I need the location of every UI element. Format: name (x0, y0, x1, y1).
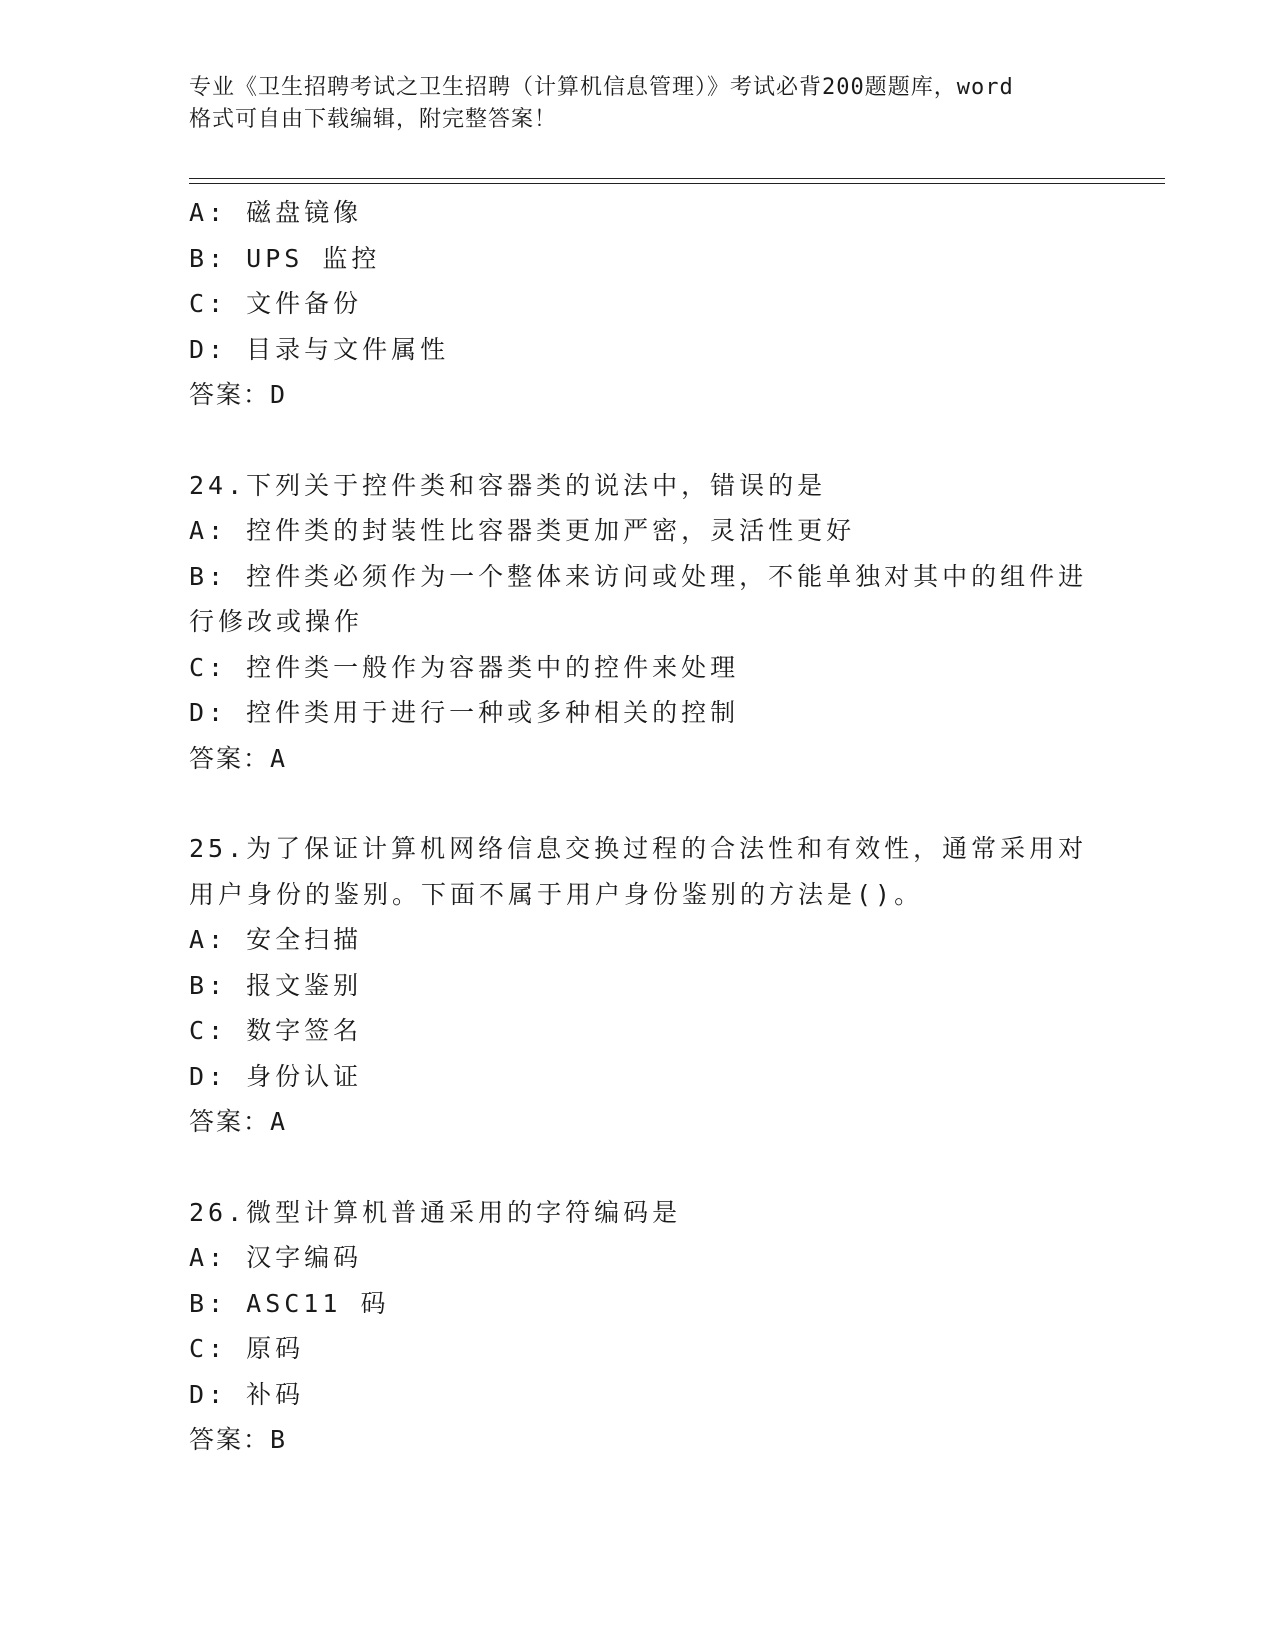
header-line-2: 格式可自由下载编辑，附完整答案！ (189, 107, 558, 132)
answer-line (189, 372, 1089, 418)
document-header (189, 72, 1119, 136)
option-b: B: UPS 监控 (189, 243, 381, 273)
option-d: D: 目录与文件属性 (189, 334, 450, 364)
header-divider-bottom (189, 183, 1165, 184)
spacer (189, 781, 1089, 826)
question-26 (189, 1190, 1089, 1463)
option-a: A: 控件类的封装性比容器类更加严密，灵活性更好 (189, 516, 856, 545)
option-d: D: 身份认证 (189, 1061, 363, 1091)
answer-line (189, 736, 1089, 782)
option-a: A: 安全扫描 (189, 925, 363, 954)
question-list (189, 190, 1089, 1463)
option-c: C: 文件备份 (189, 289, 363, 318)
spacer (189, 418, 1089, 463)
answer-value: D (270, 380, 288, 409)
option-a: A: 磁盘镜像 (189, 198, 363, 227)
option-c: C: 数字签名 (189, 1016, 363, 1045)
answer-line (189, 1099, 1089, 1145)
question-24 (189, 463, 1089, 782)
option-c: C: 原码 (189, 1334, 305, 1363)
question-stem: 25.为了保证计算机网络信息交换过程的合法性和有效性，通常采用对 (189, 834, 1088, 863)
answer-value: A (270, 743, 288, 773)
answer-label: 答案： (189, 380, 271, 409)
answer-line (189, 1417, 1089, 1463)
header-divider-top (189, 178, 1165, 179)
answer-value: A (270, 1107, 288, 1136)
answer-label: 答案： (189, 1425, 271, 1454)
option-d: D: 补码 (189, 1379, 305, 1409)
spacer (189, 1145, 1089, 1190)
option-b: B: 报文鉴别 (189, 970, 363, 1000)
option-d: D: 控件类用于进行一种或多种相关的控制 (189, 698, 740, 727)
question-25 (189, 826, 1089, 1145)
question-stem: 24.下列关于控件类和容器类的说法中，错误的是 (189, 470, 827, 500)
answer-label: 答案： (189, 1107, 271, 1136)
answer-label: 答案： (189, 743, 271, 773)
answer-value: B (270, 1425, 288, 1454)
question-stem-continued: 用户身份的鉴别。下面不属于用户身份鉴别的方法是()。 (189, 879, 924, 909)
option-b: B: ASC11 码 (189, 1288, 390, 1318)
option-c: C: 控件类一般作为容器类中的控件来处理 (189, 652, 740, 682)
option-b: B: 控件类必须作为一个整体来访问或处理，不能单独对其中的组件进 (189, 561, 1088, 591)
question-stem: 26.微型计算机普通采用的字符编码是 (189, 1197, 682, 1227)
header-line-1: 专业《卫生招聘考试之卫生招聘（计算机信息管理）》考试必背200题题库，word (189, 75, 1014, 100)
question-23 (189, 190, 1089, 418)
option-a: A: 汉字编码 (189, 1243, 363, 1272)
option-b-continued: 行修改或操作 (189, 607, 364, 636)
